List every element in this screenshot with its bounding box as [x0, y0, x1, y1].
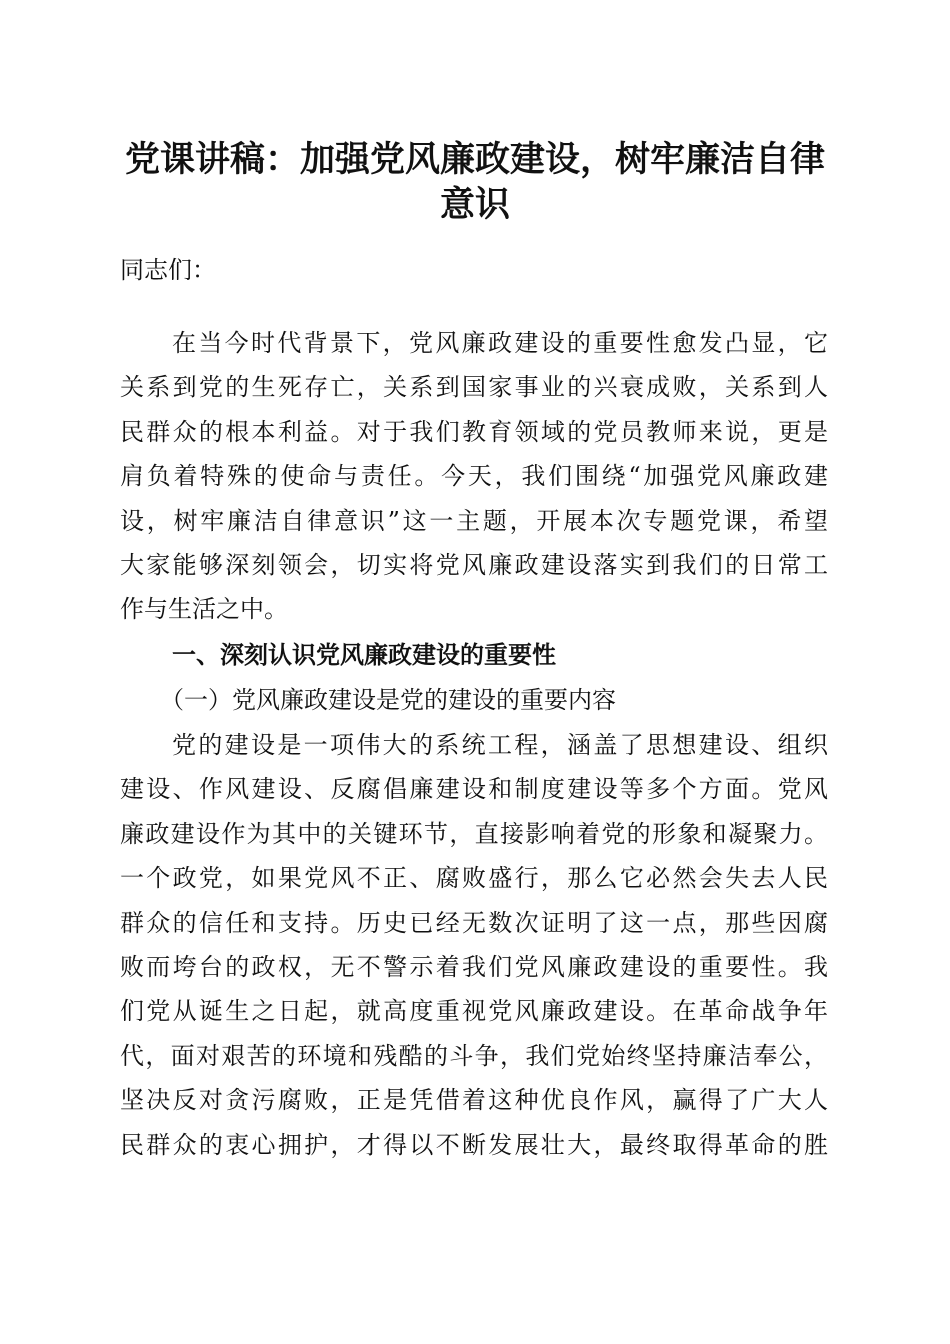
- paragraph-line: 建设、作风建设、反腐倡廉建设和制度建设等多个方面。党风: [120, 775, 828, 804]
- paragraph-line: 党的建设是一项伟大的系统工程，涵盖了思想建设、组织: [172, 731, 828, 759]
- paragraph-line: 们党从诞生之日起，就高度重视党风廉政建设。在革命战争年: [120, 997, 828, 1026]
- paragraph-line: 关系到党的生死存亡，关系到国家事业的兴衰成败，关系到人: [120, 373, 828, 402]
- paragraph-line: 一个政党，如果党风不正、腐败盛行，那么它必然会失去人民: [120, 864, 828, 893]
- document-title-line-2: 意识: [439, 184, 510, 225]
- subsection-heading: （一）党风廉政建设是党的建设的重要内容: [160, 686, 616, 714]
- paragraph-line: 民群众的衷心拥护，才得以不断发展壮大，最终取得革命的胜: [120, 1130, 828, 1159]
- paragraph-line: 作与生活之中。: [120, 595, 288, 624]
- paragraph-line: 在当今时代背景下，党风廉政建设的重要性愈发凸显，它: [172, 329, 828, 357]
- paragraph-line: 大家能够深刻领会，切实将党风廉政建设落实到我们的日常工: [120, 551, 828, 579]
- salutation: 同志们：: [120, 256, 216, 284]
- paragraph-line: 民群众的根本利益。对于我们教育领域的党员教师来说，更是: [120, 417, 828, 446]
- paragraph-line: 坚决反对贪污腐败，正是凭借着这种优良作风，赢得了广大人: [120, 1086, 828, 1115]
- document-title-line-1: 党课讲稿：加强党风廉政建设，树牢廉洁自律: [124, 139, 825, 180]
- paragraph-line: 廉政建设作为其中的关键环节，直接影响着党的形象和凝聚力。: [120, 819, 828, 848]
- section-heading: 一、深刻认识党风廉政建设的重要性: [172, 640, 556, 669]
- paragraph-line: 败而垮台的政权，无不警示着我们党风廉政建设的重要性。我: [120, 953, 828, 981]
- paragraph-line: 代，面对艰苦的环境和残酷的斗争，我们党始终坚持廉洁奉公，: [120, 1041, 828, 1070]
- paragraph-line: 肩负着特殊的使命与责任。今天，我们围绕“加强党风廉政建: [120, 462, 828, 491]
- paragraph-line: 设，树牢廉洁自律意识”这一主题，开展本次专题党课，希望: [120, 506, 828, 535]
- paragraph-line: 群众的信任和支持。历史已经无数次证明了这一点，那些因腐: [120, 908, 828, 937]
